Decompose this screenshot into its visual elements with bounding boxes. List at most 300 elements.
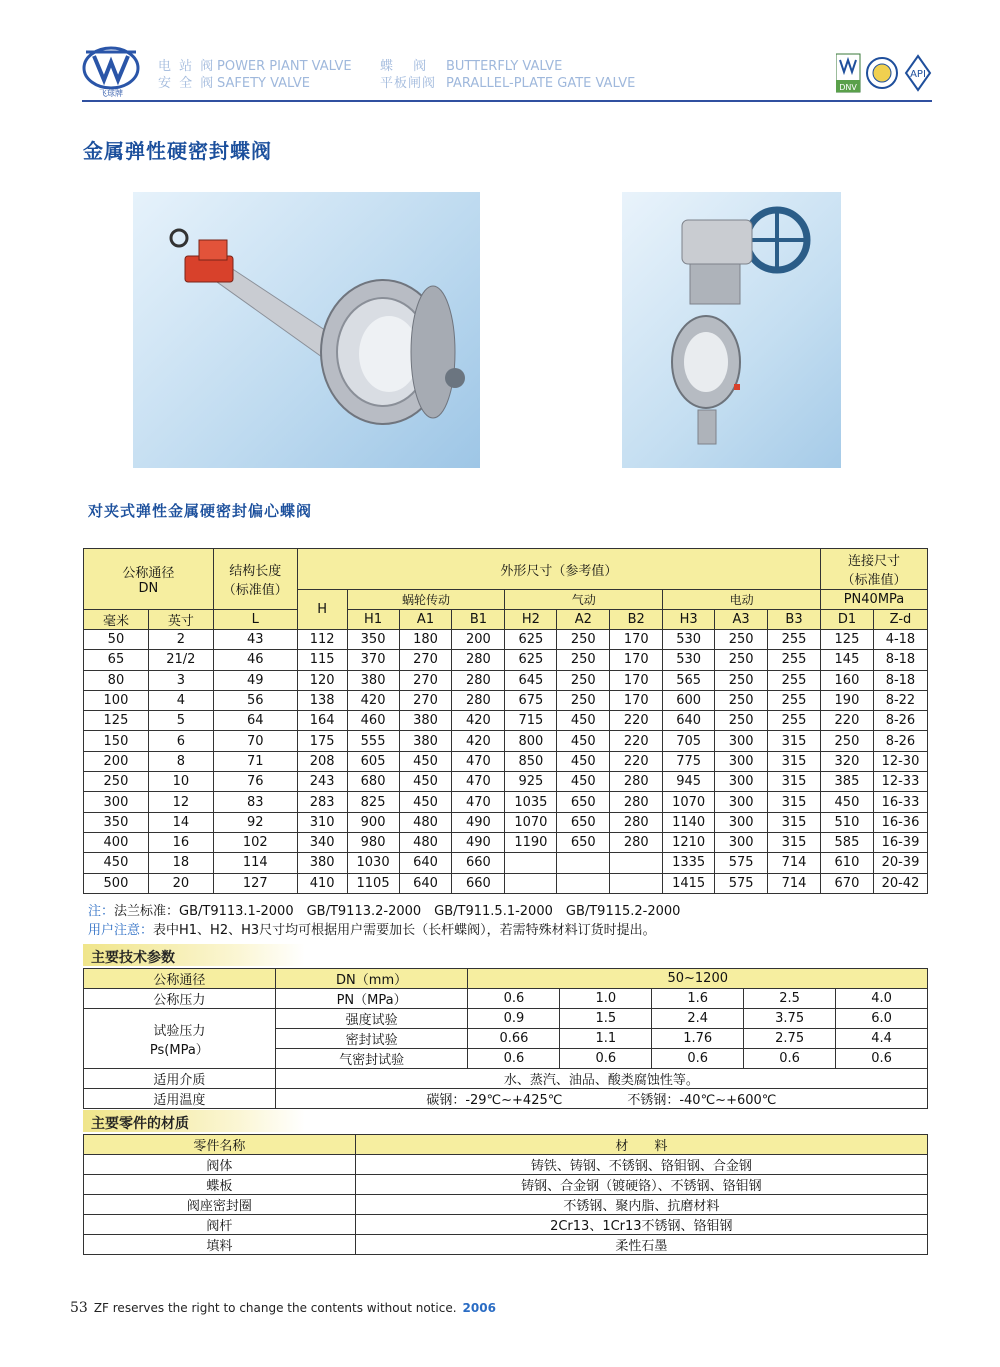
table-cell: 320 (820, 751, 873, 771)
table-row (84, 670, 928, 690)
table-cell: 8-18 (873, 670, 927, 690)
table-row (84, 630, 928, 650)
table-cell: 170 (610, 670, 663, 690)
cell: 6.0 (836, 1009, 928, 1029)
table-cell: 4-18 (873, 630, 927, 650)
col-H2: H2 (505, 610, 557, 630)
table-cell: 1105 (347, 873, 399, 893)
table-cell: 8-18 (873, 650, 927, 670)
table-cell: 980 (347, 832, 399, 852)
table-cell: 585 (820, 832, 873, 852)
part-name-cell: 阀杆 (84, 1215, 356, 1235)
cell: 2.4 (652, 1009, 744, 1029)
table-cell: 500 (84, 873, 149, 893)
col-A2: A2 (557, 610, 610, 630)
table-cell: 1190 (505, 832, 557, 852)
footer-text: ZF reserves the right to change the contents without notice. (93, 1301, 457, 1315)
table-cell: 8-22 (873, 690, 927, 710)
table-cell: 200 (452, 630, 505, 650)
table-cell: 250 (557, 650, 610, 670)
col-D1: D1 (820, 610, 873, 630)
table-cell: 300 (715, 812, 768, 832)
table-cell: 220 (610, 711, 663, 731)
part-name-cell: 填料 (84, 1235, 356, 1255)
table-cell: 410 (297, 873, 347, 893)
table-cell: 530 (663, 650, 715, 670)
table-cell: 490 (452, 832, 505, 852)
table-cell: 220 (610, 751, 663, 771)
header-pn40: PN40MPa (820, 590, 927, 610)
table-cell: 450 (399, 792, 452, 812)
table-cell: 125 (820, 630, 873, 650)
api-badge-text: API (910, 69, 926, 80)
table-cell: 850 (505, 751, 557, 771)
cell: 4.4 (836, 1029, 928, 1049)
table-cell: 450 (557, 711, 610, 731)
table-cell: 50 (84, 630, 149, 650)
table-cell: 380 (347, 670, 399, 690)
table-cell: 280 (452, 670, 505, 690)
cell: 0.6 (560, 1049, 652, 1069)
table-cell: 470 (452, 751, 505, 771)
table-cell: 530 (663, 630, 715, 650)
table-cell: 300 (715, 792, 768, 812)
note-label: 注： (88, 904, 115, 919)
table-cell: 46 (213, 650, 297, 670)
materials-table (83, 1134, 928, 1255)
col-part-name: 零件名称 (84, 1135, 356, 1155)
table-cell: 300 (715, 772, 768, 792)
table-row (84, 751, 928, 771)
table-cell: 1070 (505, 812, 557, 832)
table-cell: 280 (610, 832, 663, 852)
table-row (84, 873, 928, 893)
table-row (84, 1155, 928, 1175)
table-cell: 340 (297, 832, 347, 852)
table-cell: 1035 (505, 792, 557, 812)
table-cell: 315 (768, 772, 821, 792)
table-cell: 65 (84, 650, 149, 670)
col-H3: H3 (663, 610, 715, 630)
note-label: 用户注意： (88, 923, 154, 938)
table-cell: 650 (557, 812, 610, 832)
table-row (84, 731, 928, 751)
table-cell: 370 (347, 650, 399, 670)
table-cell: 14 (148, 812, 213, 832)
page-header (82, 40, 932, 102)
table-cell: 80 (84, 670, 149, 690)
table-row (84, 969, 928, 989)
table-cell: 170 (610, 690, 663, 710)
table-cell: 180 (399, 630, 452, 650)
cell: DN（mm） (275, 969, 468, 989)
cell: 1.1 (560, 1029, 652, 1049)
table-cell: 170 (610, 630, 663, 650)
table-cell: 255 (768, 711, 821, 731)
table-cell: 480 (399, 832, 452, 852)
table-cell: 400 (84, 832, 149, 852)
table-cell: 250 (84, 772, 149, 792)
table-cell: 825 (347, 792, 399, 812)
table-cell: 220 (610, 731, 663, 751)
table-cell: 300 (715, 731, 768, 751)
header-rule (82, 100, 932, 102)
table-cell: 208 (297, 751, 347, 771)
cell: 适用介质 (84, 1069, 276, 1089)
table-cell: 300 (715, 832, 768, 852)
table-cell: 315 (768, 731, 821, 751)
zf-logo-icon (82, 44, 140, 98)
table-cell: 420 (452, 731, 505, 751)
table-cell: 250 (715, 711, 768, 731)
table-row (84, 711, 928, 731)
table-cell: 925 (505, 772, 557, 792)
col-B2: B2 (610, 610, 663, 630)
table-cell: 12-33 (873, 772, 927, 792)
cell: 试验压力 Ps(MPa） (84, 1009, 276, 1069)
product-photo-electric-long-stem (133, 192, 480, 468)
table-cell: 16 (148, 832, 213, 852)
table-cell: 640 (399, 853, 452, 873)
table-cell: 280 (610, 812, 663, 832)
table-cell: 18 (148, 853, 213, 873)
table-cell: 250 (715, 630, 768, 650)
table-cell: 250 (715, 690, 768, 710)
cell: 0.6 (836, 1049, 928, 1069)
cell: 0.6 (744, 1049, 836, 1069)
table-cell: 660 (452, 853, 505, 873)
header-pneumatic: 气动 (505, 590, 663, 610)
table-cell: 650 (557, 832, 610, 852)
table-cell: 120 (297, 670, 347, 690)
table-cell: 6 (148, 731, 213, 751)
col-material: 材 料 (355, 1135, 927, 1155)
table-cell: 645 (505, 670, 557, 690)
header-en-col2: BUTTERFLY VALVE PARALLEL-PLATE GATE VALVE (446, 59, 636, 91)
part-name-cell: 阀体 (84, 1155, 356, 1175)
part-name-cell: 阀座密封圈 (84, 1195, 356, 1215)
product-photo-worm-gear (622, 192, 841, 468)
table-cell: 565 (663, 670, 715, 690)
cell: 强度试验 (275, 1009, 468, 1029)
cell: 密封试验 (275, 1029, 468, 1049)
table-cell: 3 (148, 670, 213, 690)
cell: 碳钢：-29℃~+425℃ 不锈钢：-40℃~+600℃ (275, 1089, 927, 1109)
table-cell: 200 (84, 751, 149, 771)
table-cell: 49 (213, 670, 297, 690)
col-Zd: Z-d (873, 610, 927, 630)
table-row (84, 832, 928, 852)
header-en-col1: POWER PIANT VALVE SAFETY VALVE (217, 59, 352, 91)
table-cell: 125 (84, 711, 149, 731)
table-cell: 675 (505, 690, 557, 710)
table-cell: 56 (213, 690, 297, 710)
table-cell: 610 (820, 853, 873, 873)
table-cell: 8 (148, 751, 213, 771)
table-cell (505, 873, 557, 893)
table-cell: 16-33 (873, 792, 927, 812)
table-cell: 145 (820, 650, 873, 670)
cell: 0.6 (468, 989, 560, 1009)
table-cell: 650 (557, 792, 610, 812)
table-cell: 380 (399, 731, 452, 751)
material-cell: 铸铁、铸钢、不锈钢、铬钼钢、合金钢 (355, 1155, 927, 1175)
table-cell: 555 (347, 731, 399, 751)
table-cell: 280 (610, 792, 663, 812)
cell: 1.76 (652, 1029, 744, 1049)
table-row (84, 1175, 928, 1195)
table-cell: 12-30 (873, 751, 927, 771)
col-B3: B3 (768, 610, 821, 630)
table-cell: 21/2 (148, 650, 213, 670)
table-cell: 315 (768, 751, 821, 771)
table-cell (610, 873, 663, 893)
table-cell: 315 (768, 812, 821, 832)
table-cell: 660 (452, 873, 505, 893)
table-cell: 5 (148, 711, 213, 731)
table-cell: 350 (84, 812, 149, 832)
table-cell: 1140 (663, 812, 715, 832)
table-cell: 250 (557, 670, 610, 690)
table-cell: 680 (347, 772, 399, 792)
table-cell: 420 (452, 711, 505, 731)
table-cell: 605 (347, 751, 399, 771)
table-cell (505, 853, 557, 873)
section-subtitle: 对夹式弹性金属硬密封偏心蝶阀 (88, 502, 313, 520)
table-cell: 127 (213, 873, 297, 893)
table-cell: 70 (213, 731, 297, 751)
table-cell: 1210 (663, 832, 715, 852)
table-cell (610, 853, 663, 873)
table-cell: 575 (715, 853, 768, 873)
table-cell: 250 (820, 731, 873, 751)
table-cell: 670 (820, 873, 873, 893)
page-title: 金属弹性硬密封蝶阀 (83, 139, 272, 163)
material-cell: 柔性石墨 (355, 1235, 927, 1255)
table-cell: 220 (820, 711, 873, 731)
table-cell: 175 (297, 731, 347, 751)
cell: 1.0 (560, 989, 652, 1009)
table-cell: 450 (399, 772, 452, 792)
cell: 2.5 (744, 989, 836, 1009)
table-cell: 100 (84, 690, 149, 710)
col-mm: 毫米 (84, 610, 149, 630)
col-inch: 英寸 (148, 610, 213, 630)
table-cell: 270 (399, 690, 452, 710)
table-row (84, 792, 928, 812)
cell: 公称通径 (84, 969, 276, 989)
table-cell: 283 (297, 792, 347, 812)
table-cell: 20-42 (873, 873, 927, 893)
table-cell: 280 (452, 690, 505, 710)
cell: 1.5 (560, 1009, 652, 1029)
table-cell: 150 (84, 731, 149, 751)
col-A3: A3 (715, 610, 768, 630)
table-cell: 12 (148, 792, 213, 812)
table-cell: 385 (820, 772, 873, 792)
table-cell (557, 873, 610, 893)
cell: 气密封试验 (275, 1049, 468, 1069)
table-cell: 160 (820, 670, 873, 690)
table-row (84, 989, 928, 1009)
table-cell: 470 (452, 772, 505, 792)
table-cell: 1030 (347, 853, 399, 873)
table-cell: 43 (213, 630, 297, 650)
table-row (84, 812, 928, 832)
table-cell: 250 (715, 650, 768, 670)
table-cell: 800 (505, 731, 557, 751)
table-cell: 8-26 (873, 731, 927, 751)
table-cell: 20 (148, 873, 213, 893)
table-row (84, 1235, 928, 1255)
table-row (84, 772, 928, 792)
table-cell: 380 (399, 711, 452, 731)
table-cell: 64 (213, 711, 297, 731)
table-cell: 10 (148, 772, 213, 792)
flange-standard-note (88, 900, 680, 919)
table-cell: 8-26 (873, 711, 927, 731)
table-cell: 270 (399, 650, 452, 670)
table-row (84, 1195, 928, 1215)
table-cell: 250 (557, 690, 610, 710)
page-number: 53 (70, 1300, 88, 1316)
table-cell: 490 (452, 812, 505, 832)
table-cell: 112 (297, 630, 347, 650)
dimension-table-body (84, 630, 928, 894)
table-cell: 270 (399, 670, 452, 690)
page-footer (70, 1300, 496, 1316)
note-text: 法兰标准：GB/T9113.1-2000 GB/T9113.2-2000 GB/T911.5.1-2000 GB/T9115.2-2000 (114, 904, 681, 919)
butterfly-valve-worm-gear-icon (622, 192, 841, 468)
materials-table-body (84, 1155, 928, 1255)
cell: 3.75 (744, 1009, 836, 1029)
cell: 0.66 (468, 1029, 560, 1049)
table-cell: 450 (820, 792, 873, 812)
table-cell: 102 (213, 832, 297, 852)
cell: 1.6 (652, 989, 744, 1009)
table-cell: 380 (297, 853, 347, 873)
table-cell: 1070 (663, 792, 715, 812)
part-name-cell: 蝶板 (84, 1175, 356, 1195)
butterfly-valve-electric-icon (133, 192, 480, 468)
table-cell: 83 (213, 792, 297, 812)
certification-badges-icon (836, 52, 932, 94)
table-cell: 640 (399, 873, 452, 893)
table-cell: 1415 (663, 873, 715, 893)
material-cell: 2Cr13、1Cr13不锈钢、铬钼钢 (355, 1215, 927, 1235)
table-cell: 625 (505, 630, 557, 650)
table-cell: 71 (213, 751, 297, 771)
table-cell: 2 (148, 630, 213, 650)
table-cell: 715 (505, 711, 557, 731)
table-cell: 280 (452, 650, 505, 670)
materials-heading: 主要零件的材质 (83, 1110, 305, 1132)
table-row (84, 1089, 928, 1109)
table-cell: 255 (768, 690, 821, 710)
table-cell: 315 (768, 792, 821, 812)
table-cell: 16-36 (873, 812, 927, 832)
cell: 2.75 (744, 1029, 836, 1049)
table-cell: 1335 (663, 853, 715, 873)
header-outer-dimensions: 外形尺寸（参考值） (297, 549, 820, 590)
table-cell: 450 (399, 751, 452, 771)
table-cell: 575 (715, 873, 768, 893)
header-H: H (297, 590, 347, 630)
table-row (84, 1215, 928, 1235)
table-cell: 450 (557, 731, 610, 751)
header-cn-col2: 蝶 阀 平板闸阀 (380, 59, 437, 91)
table-cell: 705 (663, 731, 715, 751)
table-cell: 138 (297, 690, 347, 710)
cell: PN（MPa） (275, 989, 468, 1009)
table-cell: 450 (84, 853, 149, 873)
col-L: L (213, 610, 297, 630)
table-cell: 640 (663, 711, 715, 731)
header-connection-dimensions: 连接尺寸 （标准值） (820, 549, 927, 590)
table-cell: 480 (399, 812, 452, 832)
cell: 0.9 (468, 1009, 560, 1029)
table-cell (557, 853, 610, 873)
cell: 水、蒸汽、油品、酸类腐蚀性等。 (275, 1069, 927, 1089)
table-cell: 600 (663, 690, 715, 710)
dimension-table (83, 548, 928, 894)
table-cell: 450 (557, 772, 610, 792)
table-cell: 255 (768, 630, 821, 650)
table-cell: 170 (610, 650, 663, 670)
table-cell: 470 (452, 792, 505, 812)
table-cell: 243 (297, 772, 347, 792)
table-row (84, 1069, 928, 1089)
logo-text: 飞球牌 (99, 89, 123, 98)
tech-params-table (83, 968, 928, 1109)
table-cell: 92 (213, 812, 297, 832)
table-cell: 114 (213, 853, 297, 873)
table-cell: 310 (297, 812, 347, 832)
footer-year: 2006 (462, 1301, 496, 1315)
user-attention-note (88, 919, 656, 938)
table-cell: 250 (557, 630, 610, 650)
header-worm-gear: 蜗轮传动 (347, 590, 505, 610)
col-B1: B1 (452, 610, 505, 630)
tech-params-heading: 主要技术参数 (83, 944, 305, 966)
table-cell: 255 (768, 650, 821, 670)
table-cell: 300 (715, 751, 768, 771)
note-text: 表中H1、H2、H3尺寸均可根据用户需要加长（长杆蝶阀），若需特殊材料订货时提出。 (153, 923, 656, 938)
table-row (84, 853, 928, 873)
cell: 适用温度 (84, 1089, 276, 1109)
table-cell: 190 (820, 690, 873, 710)
col-H1: H1 (347, 610, 399, 630)
table-cell: 4 (148, 690, 213, 710)
table-cell: 420 (347, 690, 399, 710)
table-row (84, 690, 928, 710)
header-nominal-diameter: 公称通径 DN (84, 549, 214, 610)
table-cell: 280 (610, 772, 663, 792)
table-cell: 250 (715, 670, 768, 690)
table-cell: 945 (663, 772, 715, 792)
table-cell: 714 (768, 873, 821, 893)
header-structure-length: 结构长度 （标准值） (213, 549, 297, 610)
table-cell: 460 (347, 711, 399, 731)
table-cell: 625 (505, 650, 557, 670)
cell: 0.6 (652, 1049, 744, 1069)
table-cell: 775 (663, 751, 715, 771)
table-cell: 350 (347, 630, 399, 650)
table-row (84, 650, 928, 670)
table-cell: 450 (557, 751, 610, 771)
table-cell: 164 (297, 711, 347, 731)
table-row (84, 1009, 928, 1029)
